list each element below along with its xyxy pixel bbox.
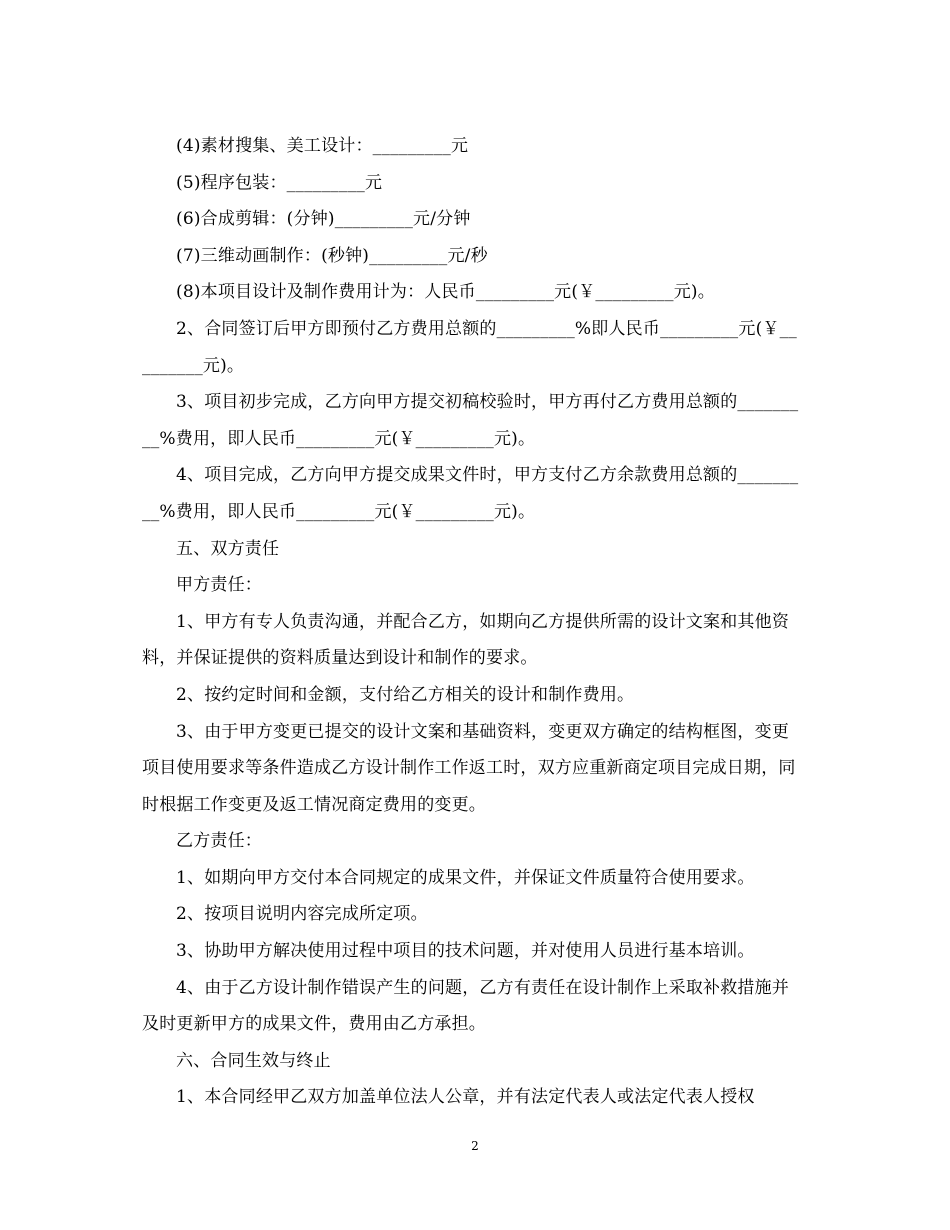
fee-item-6-editing: (6)合成剪辑：(分钟)_________元/分钟: [176, 209, 471, 230]
clause-3-draft-payment: 3、项目初步完成，乙方向甲方提交初稿校验时，甲方再付乙方费用总额的_________%费用，即人民币_________元(￥_________元)。: [142, 392, 799, 449]
party-b-clause-4: 4、由于乙方设计制作错误产生的问题，乙方有责任在设计制作上采取补救措施并及时更新甲方的成果文件，费用由乙方承担。: [142, 977, 790, 1035]
effect-clause-1: 1、本合同经甲乙双方加盖单位法人公章，并有法定代表人或法定代表人授权: [176, 1087, 755, 1108]
fee-item-4-material-design: (4)素材搜集、美工设计：_________元: [176, 136, 469, 156]
party-b-clause-2: 2、按项目说明内容完成所定项。: [176, 904, 428, 925]
party-b-clause-1: 1、如期向甲方交付本合同规定的成果文件，并保证文件质量符合使用要求。: [176, 867, 755, 888]
party-a-responsibilities-heading: 甲方责任：: [176, 575, 262, 596]
clause-4-final-payment: 4、项目完成，乙方向甲方提交成果文件时，甲方支付乙方余款费用总额的_________%费用，即人民币_________元(￥_________元)。: [142, 465, 799, 522]
section-heading-responsibilities: 五、双方责任: [176, 538, 280, 559]
page-number: 2: [471, 1139, 479, 1153]
party-a-clause-2: 2、按约定时间和金额，支付给乙方相关的设计和制作费用。: [176, 684, 635, 705]
fee-item-7-3d-animation: (7)三维动画制作：(秒钟)_________元/秒: [176, 245, 488, 266]
section-heading-effect-termination: 六、合同生效与终止: [176, 1050, 331, 1071]
fee-item-8-total-cost: (8)本项目设计及制作费用计为：人民币_________元(￥_________元)。: [176, 282, 715, 303]
clause-2-prepayment: 2、合同签订后甲方即预付乙方费用总额的_________%即人民币_________元(￥_________元)。: [142, 318, 798, 376]
party-a-clause-3: 3、由于甲方变更已提交的设计文案和基础资料，变更双方确定的结构框图，变更项目使用要求等条件造成乙方设计制作工作返工时，双方应重新商定项目完成日期，同时根据工作变更及返工情况商定费用的变更。: [142, 721, 796, 815]
document-body: [142, 128, 802, 1116]
party-a-clause-1: 1、甲方有专人负责沟通，并配合乙方，如期向乙方提供所需的设计文案和其他资料，并保证提供的资料质量达到设计和制作的要求。: [142, 611, 790, 669]
party-b-clause-3: 3、协助甲方解决使用过程中项目的技术问题，并对使用人员进行基本培训。: [176, 941, 755, 962]
fee-item-5-program-packaging: (5)程序包装：_________元: [176, 172, 383, 193]
party-b-responsibilities-heading: 乙方责任：: [176, 831, 262, 852]
